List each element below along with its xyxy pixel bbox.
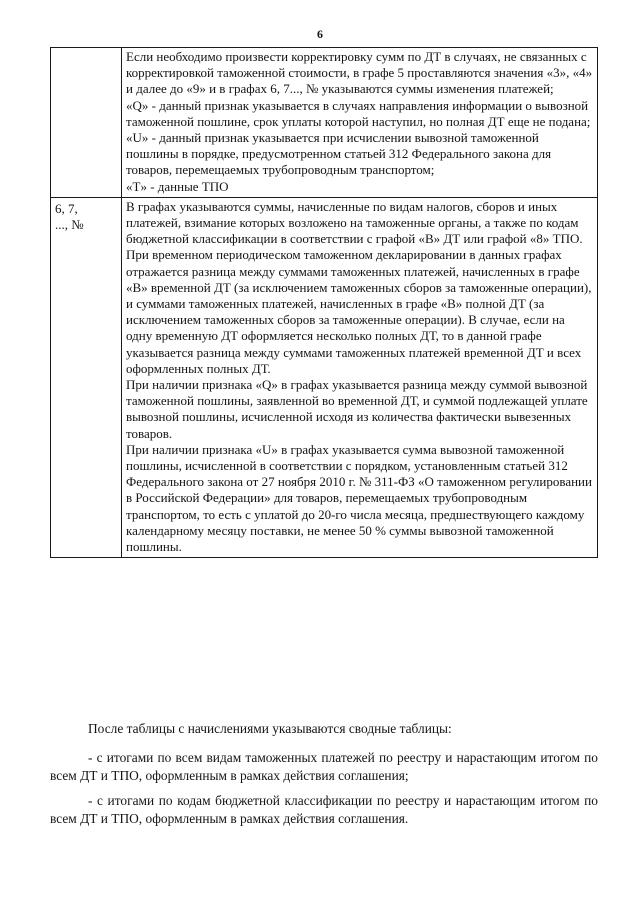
description-paragraph: «U» - данный признак указывается при исчислении вывозной таможенной пошлины в порядке, предусмотренном статьей 312 Федерального закона для товаров, перемещаемых трубопроводным транспортом; [126,130,552,178]
instructions-table [50,47,598,558]
graph-number: ..., № [55,217,84,233]
description-paragraph: «T» - данные ТПО [126,178,229,194]
description-cell [122,197,598,557]
summary-item: - с итогами по кодам бюджетной классификации по реестру и нарастающим итогом по всем ДТ и ТПО, оформленным в рамках действия соглашения. [50,792,598,827]
description-paragraph: В графах указываются суммы, начисленные по видам налогов, сборов и иных платежей, взимание которых возложено на таможенные органы, а также по кодам бюджетной классификации в соответствии с графой «В» ДТ или графой «8» ТПО. [126,198,583,247]
summary-section [50,720,598,835]
description-paragraph: «Q» - данный признак указывается в случаях направления информации о вывозной таможенной пошлине, срок уплаты которой наступил, но полная ДТ еще не подана; [126,97,591,129]
description-paragraph: Если необходимо произвести корректировку сумм по ДТ в случаях, не связанных с корректировкой таможенной стоимости, в графе 5 проставляются значения «3», «4» и далее до «9» и в графах 6, 7..., № указываются суммы изменения платежей; [126,49,593,97]
summary-lead: После таблицы с начислениями указываются сводные таблицы: [88,721,452,736]
description-paragraph: При наличии признака «Q» в графах указывается разница между суммой вывозной таможенной пошлины, заявленной во временной ДТ, и суммой подлежащей уплате вывозной пошлины, исчисленной исходя из количества фактически вывезенных товаров. [126,377,588,441]
page-number: 6 [317,27,323,41]
table-row [51,48,598,198]
graph-cell [51,48,122,198]
graph-number: 6, 7, [55,200,78,216]
description-cell [122,48,598,198]
summary-item: - с итогами по всем видам таможенных платежей по реестру и нарастающим итогом по всем ДТ и ТПО, оформленным в рамках действия соглашения; [50,749,598,784]
table-row [51,197,598,557]
graph-cell [51,197,122,557]
description-paragraph: При наличии признака «U» в графах указывается сумма вывозной таможенной пошлины, исчисленной в соответствии с порядком, установленным статьей 312 Федерального закона от 27 ноября 2010 г. № 311-ФЗ «О таможенном регулировании в Российской Федерации» для товаров, перемещаемых трубопроводным транспортом, то есть с уплатой до 20-го числа месяца, предшествующего каждому календарному месяцу поставки, не менее 50 % суммы вывозной таможенной пошлины. [126,441,592,555]
description-paragraph: При временном периодическом таможенном декларировании в данных графах отражается разница между суммами таможенных платежей, начисленных в графе «В» временной ДТ (за исключением таможенных сборов за таможенные операции), и суммами таможенных платежей, начисленных в графе «В» полной ДТ (за исключением таможенных сборов за таможенные операции). В случае, если на одну временную ДТ оформляется несколько полных ДТ, то в данной графе указывается разница между суммами таможенных платежей временной ДТ и всех оформленных полных ДТ. [126,247,592,376]
